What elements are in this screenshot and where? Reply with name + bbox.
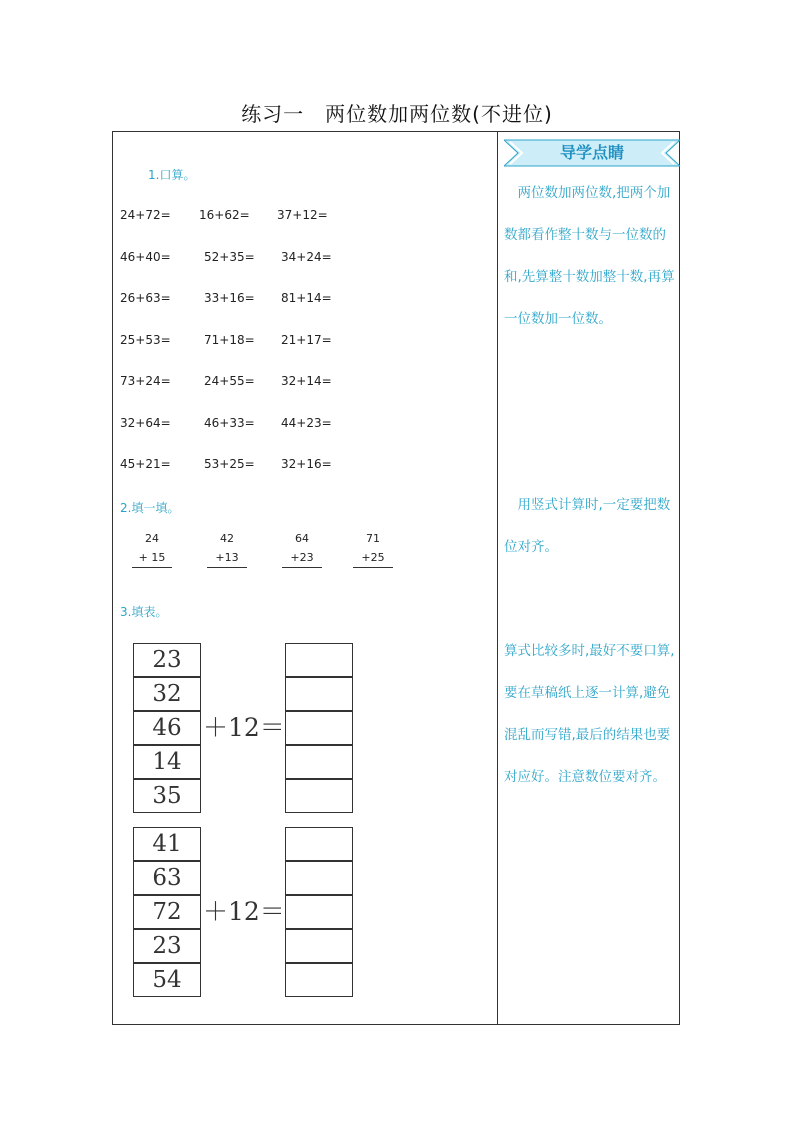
oral-equation: 32+64= [120, 416, 171, 430]
vertical-addition [207, 529, 247, 567]
vertical-top-number: 71 [366, 532, 380, 545]
vertical-bottom-number: +23 [290, 551, 314, 564]
tip-text: 用竖式计算时,一定要把数位对齐。 [504, 497, 671, 555]
section-title-fill: 2.填一填。 [120, 501, 180, 515]
vertical-bottom-number: +13 [215, 551, 239, 564]
oral-equation: 73+24= [120, 374, 171, 388]
oral-equation: 71+18= [204, 333, 255, 347]
answer-cell[interactable] [285, 861, 353, 895]
oral-equation: 26+63= [120, 291, 171, 305]
oral-equation: 25+53= [120, 333, 171, 347]
input-cell: 54 [133, 963, 201, 997]
oral-equation: 46+40= [120, 250, 171, 264]
answer-cell[interactable] [285, 745, 353, 779]
vertical-bottom-number: + 15 [138, 551, 166, 564]
tip-text: 算式比较多时,最好不要口算,要在草稿纸上逐一计算,避免混乱而写错,最后的结果也要对应好。注意数位要对齐。 [504, 643, 675, 785]
oral-equation: 44+23= [281, 416, 332, 430]
answer-cell[interactable] [285, 895, 353, 929]
input-cell: 23 [133, 643, 201, 677]
vertical-addition [282, 529, 322, 567]
section-title-oral: 1.口算。 [148, 168, 196, 182]
answer-cell[interactable] [285, 963, 353, 997]
oral-equation: 32+14= [281, 374, 332, 388]
oral-equation: 46+33= [204, 416, 255, 430]
answer-cell[interactable] [285, 677, 353, 711]
tip-text: 两位数加两位数,把两个加数都看作整十数与一位数的和,先算整十数加整十数,再算一位数加一位数。 [504, 185, 675, 327]
oral-equation: 37+12= [277, 208, 328, 222]
input-cell: 23 [133, 929, 201, 963]
input-cell: 72 [133, 895, 201, 929]
oral-equation: 45+21= [120, 457, 171, 471]
answer-cell[interactable] [285, 711, 353, 745]
vertical-top-number: 42 [220, 532, 234, 545]
oral-equation: 24+72= [120, 208, 171, 222]
vertical-top-number: 64 [295, 532, 309, 545]
oral-equation: 34+24= [281, 250, 332, 264]
section-title-table: 3.填表。 [120, 605, 168, 619]
oral-equation: 33+16= [204, 291, 255, 305]
operation-label: ＋12＝ [203, 713, 285, 742]
answer-line [132, 567, 172, 568]
input-cell: 46 [133, 711, 201, 745]
operation-label: ＋12＝ [203, 897, 285, 926]
oral-equation: 16+62= [199, 208, 250, 222]
answer-cell[interactable] [285, 827, 353, 861]
answer-line [282, 567, 322, 568]
input-cell: 14 [133, 745, 201, 779]
vertical-addition [132, 529, 172, 567]
oral-equation: 53+25= [204, 457, 255, 471]
vertical-addition [353, 529, 393, 567]
column-divider [497, 131, 498, 1025]
oral-equation: 21+17= [281, 333, 332, 347]
input-cell: 41 [133, 827, 201, 861]
vertical-bottom-number: +25 [361, 551, 385, 564]
oral-equation: 81+14= [281, 291, 332, 305]
oral-equation: 24+55= [204, 374, 255, 388]
answer-cell[interactable] [285, 643, 353, 677]
input-cell: 32 [133, 677, 201, 711]
input-cell: 35 [133, 779, 201, 813]
answer-cell[interactable] [285, 779, 353, 813]
answer-cell[interactable] [285, 929, 353, 963]
answer-line [353, 567, 393, 568]
vertical-top-number: 24 [145, 532, 159, 545]
sidebar-banner [504, 138, 680, 168]
input-cell: 63 [133, 861, 201, 895]
oral-equation: 32+16= [281, 457, 332, 471]
oral-equation: 52+35= [204, 250, 255, 264]
page-title: 练习一 两位数加两位数(不进位) [241, 102, 553, 126]
sidebar-heading: 导学点睛 [559, 143, 624, 162]
answer-line [207, 567, 247, 568]
